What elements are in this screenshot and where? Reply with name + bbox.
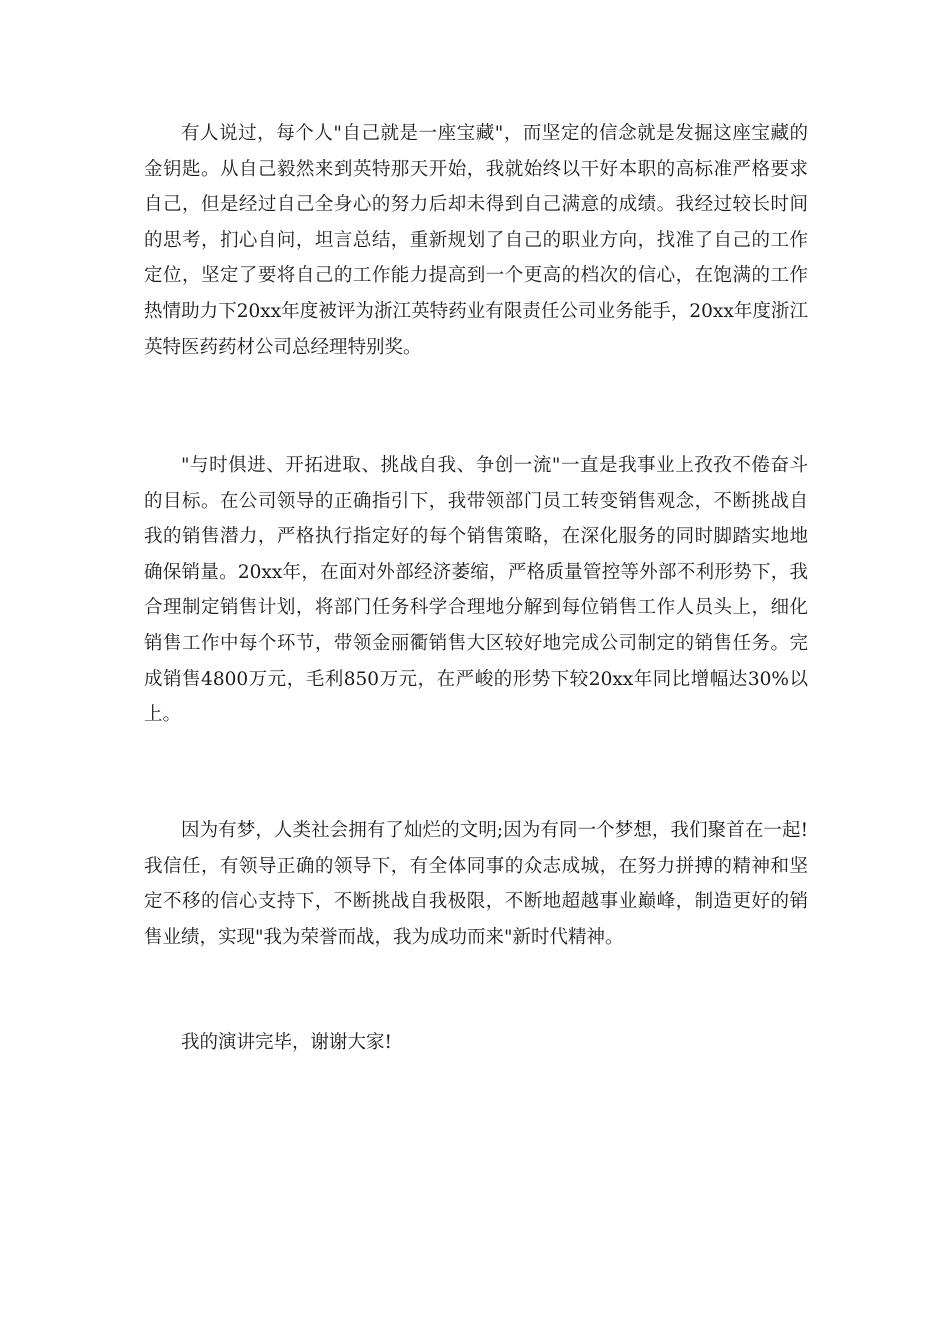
paragraph-dream: 因为有梦，人类社会拥有了灿烂的文明;因为有同一个梦想，我们聚首在一起!我信任，有领导正确的领导下，有全体同事的众志成城，在努力拼搏的精神和坚定不移的信心支持下，不断挑战自我极限，不断地超越事业巅峰，制造更好的销售业绩，实现"我为荣誉而战，我为成功而来"新时代精神。 xyxy=(144,820,808,948)
paragraph-sales-goals: "与时俱进、开拓进取、挑战自我、争创一流"一直是我事业上孜孜不倦奋斗的目标。在公司领导的正确指引下，我带领部门员工转变销售观念，不断挑战自我的销售潜力，严格执行指定好的每个销售策略，在深化服务的同时脚踏实地地确保销量。20xx年，在面对外部经济萎缩，严格质量管控等外部不利形势下，我合理制定销售计划，将部门任务科学合理地分解到每位销售工作人员头上，细化销售工作中每个环节，带领金丽衢销售大区较好地完成公司制定的销售任务。完成销售4800万元，毛利850万元，在严峻的形势下较20xx年同比增幅达30%以上。 xyxy=(144,455,808,726)
paragraph-closing: 我的演讲完毕，谢谢大家! xyxy=(181,1032,392,1053)
paragraph-honor: 有人说过，每个人"自己就是一座宝藏"，而坚定的信念就是发掘这座宝藏的金钥匙。从自己毅然来到英特那天开始，我就始终以干好本职的高标准严格要求自己，但是经过自己全身心的努力后却未得到自己满意的成绩。我经过较长时间的思考，扪心自问，坦言总结，重新规划了自己的职业方向，找准了自己的工作定位，坚定了要将自己的工作能力提高到一个更高的档次的信心，在饱满的工作热情助力下20xx年度被评为浙江英特药业有限责任公司业务能手，20xx年度浙江英特医药药材公司总经理特别奖。 xyxy=(144,123,808,358)
